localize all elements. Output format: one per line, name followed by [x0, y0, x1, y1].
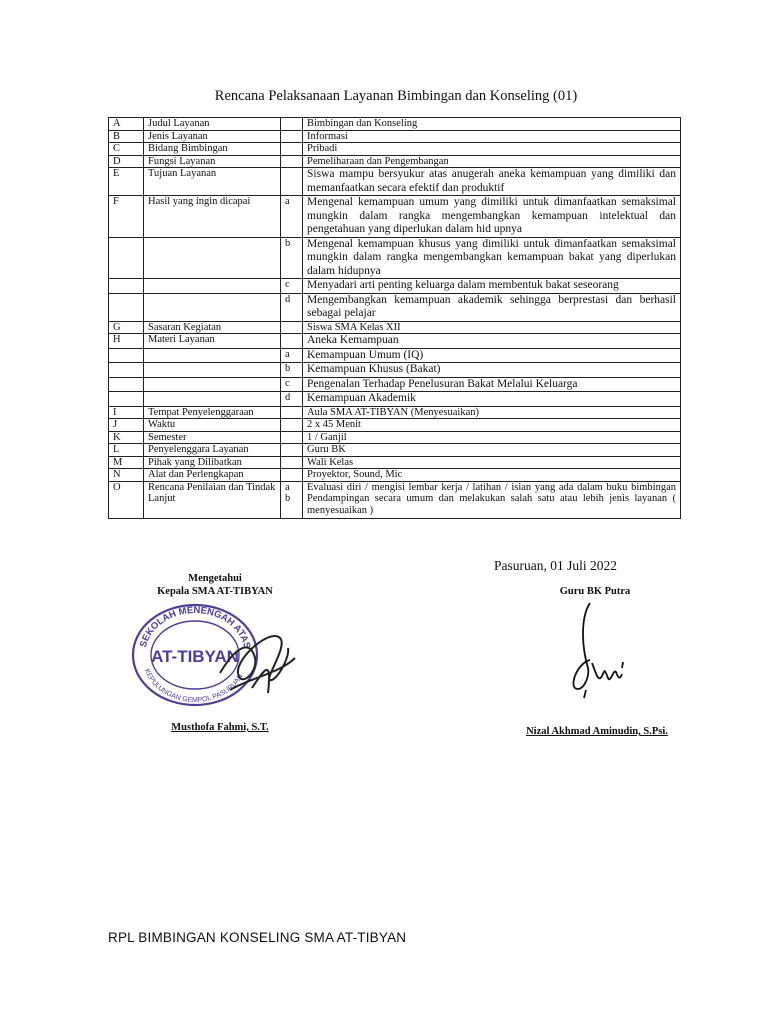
row-letter: d [281, 392, 303, 407]
principal-signature [210, 618, 300, 708]
table-row [109, 363, 681, 378]
row-value: Evaluasi diri / mengisi lembar kerja / latihan / isian yang ada dalam buku bimbingan Pendampingan secara umum dan melakukan salah satu atau lebih jenis layanan ( menyesuaikan ) [303, 481, 681, 519]
row-value: Mengenal kemampuan umum yang dimiliki untuk dimanfaatkan semaksimal mungkin dalam rangka mengembangkan kemampuan intelektual dan pengetahuan yang diperlukan dalam hid upnya [303, 196, 681, 238]
row-code: G [109, 321, 144, 334]
row-value: Proyektor, Sound, Mic [303, 469, 681, 482]
counselor-title: Guru BK Putra [559, 586, 631, 597]
table-row [109, 456, 681, 469]
row-letter [281, 431, 303, 444]
table-row [109, 392, 681, 407]
row-value: Guru BK [303, 444, 681, 457]
rpl-table [108, 117, 681, 519]
row-value: Wali Kelas [303, 456, 681, 469]
row-code: B [109, 130, 144, 143]
row-letter [281, 118, 303, 131]
place-date: Pasuruan, 01 Juli 2022 [494, 558, 617, 573]
row-code: L [109, 444, 144, 457]
row-value: Mengenal kemampuan khusus yang dimiliki untuk dimanfaatkan semaksimal mungkin dalam rangka mengembangkan kemampuan bakat yang diperlukan dalam hidupnya [303, 237, 681, 279]
table-row [109, 348, 681, 363]
row-label: Waktu [144, 419, 281, 432]
row-letter: d [281, 293, 303, 321]
row-code: H [109, 334, 144, 349]
table-row [109, 118, 681, 131]
row-value: Siswa SMA Kelas XII [303, 321, 681, 334]
row-letter: c [281, 279, 303, 294]
counselor-name: Nizal Akhmad Aminudin, S.Psi. [526, 726, 668, 737]
table-row [109, 168, 681, 196]
row-letter [281, 168, 303, 196]
table-row [109, 406, 681, 419]
row-value: Kemampuan Khusus (Bakat) [303, 363, 681, 378]
row-letter: c [281, 377, 303, 392]
row-label: Penyelenggara Layanan [144, 444, 281, 457]
table-row [109, 419, 681, 432]
row-code: I [109, 406, 144, 419]
stamp-ring-bottom: KEPULUNGAN GEMPOL PASURUAN [142, 668, 245, 705]
row-code: D [109, 155, 144, 168]
table-row [109, 377, 681, 392]
table-row [109, 334, 681, 349]
row-letter [281, 406, 303, 419]
table-row [109, 196, 681, 238]
row-code: J [109, 419, 144, 432]
row-code: K [109, 431, 144, 444]
row-label: Tujuan Layanan [144, 168, 281, 196]
row-label: Hasil yang ingin dicapai [144, 196, 281, 238]
row-label: Materi Layanan [144, 334, 281, 349]
row-value: Informasi [303, 130, 681, 143]
row-value: Aula SMA AT-TIBYAN (Menyesuaikan) [303, 406, 681, 419]
row-label: Jenis Layanan [144, 130, 281, 143]
row-letter: a [281, 348, 303, 363]
row-letter [281, 456, 303, 469]
principal-name: Musthofa Fahmi, S.T. [171, 722, 269, 733]
row-letter: a [281, 196, 303, 238]
row-value: Pengenalan Terhadap Penelusuran Bakat Melalui Keluarga [303, 377, 681, 392]
row-code: C [109, 143, 144, 156]
table-row [109, 155, 681, 168]
row-letter [281, 419, 303, 432]
row-letter [281, 143, 303, 156]
footer-text: RPL BIMBINGAN KONSELING SMA AT-TIBYAN [108, 930, 407, 945]
table-row [109, 431, 681, 444]
row-label: Sasaran Kegiatan [144, 321, 281, 334]
row-letter [281, 321, 303, 334]
row-letter [281, 130, 303, 143]
row-code: F [109, 196, 144, 238]
principal-title: Kepala SMA AT-TIBYAN [157, 586, 273, 597]
row-label: Fungsi Layanan [144, 155, 281, 168]
row-label: Bidang Bimbingan [144, 143, 281, 156]
row-letter [281, 444, 303, 457]
stamp-center-text: AT-TIBYAN [151, 647, 239, 666]
row-letter: b [281, 237, 303, 279]
row-letter [281, 469, 303, 482]
row-value: Pemeliharaan dan Pengembangan [303, 155, 681, 168]
table-row [109, 237, 681, 279]
table-row [109, 481, 681, 519]
principal-signature-block [120, 572, 310, 598]
row-label: Tempat Penyelenggaraan [144, 406, 281, 419]
row-value: Kemampuan Akademik [303, 392, 681, 407]
table-row [109, 293, 681, 321]
row-letter: b [281, 363, 303, 378]
table-row [109, 469, 681, 482]
row-value: Menyadari arti penting keluarga dalam membentuk bakat seseorang [303, 279, 681, 294]
row-letter: a b [281, 481, 303, 519]
row-value: Aneka Kemampuan [303, 334, 681, 349]
row-label: Semester [144, 431, 281, 444]
stamp-ring-top: SEKOLAH MENENGAH ATAS [137, 604, 253, 650]
table-row [109, 321, 681, 334]
row-label: Judul Layanan [144, 118, 281, 131]
row-letter [281, 334, 303, 349]
row-value: 2 x 45 Menit [303, 419, 681, 432]
row-label: Rencana Penilaian dan Tindak Lanjut [144, 481, 281, 519]
row-label: Pihak yang Dilibatkan [144, 456, 281, 469]
row-code: A [109, 118, 144, 131]
row-value: 1 / Ganjil [303, 431, 681, 444]
row-code: N [109, 469, 144, 482]
row-value: Pribadi [303, 143, 681, 156]
document-title: Rencana Pelaksanaan Layanan Bimbingan dan Konseling (01) [214, 88, 578, 104]
row-code: M [109, 456, 144, 469]
row-code: O [109, 481, 144, 519]
row-letter [281, 155, 303, 168]
row-value: Mengembangkan kemampuan akademik sehingga berprestasi dan berhasil sebagai pelajar [303, 293, 681, 321]
table-row [109, 130, 681, 143]
table-row [109, 444, 681, 457]
table-row [109, 279, 681, 294]
row-value: Bimbingan dan Konseling [303, 118, 681, 131]
row-label: Alat dan Perlengkapan [144, 469, 281, 482]
table-row [109, 143, 681, 156]
counselor-signature [560, 598, 650, 708]
row-code: E [109, 168, 144, 196]
acknowledged-label: Mengetahui [188, 573, 242, 584]
row-value: Kemampuan Umum (IQ) [303, 348, 681, 363]
row-value: Siswa mampu bersyukur atas anugerah aneka kemampuan yang dimiliki dan memanfaatkan secara efektif dan produktif [303, 168, 681, 196]
